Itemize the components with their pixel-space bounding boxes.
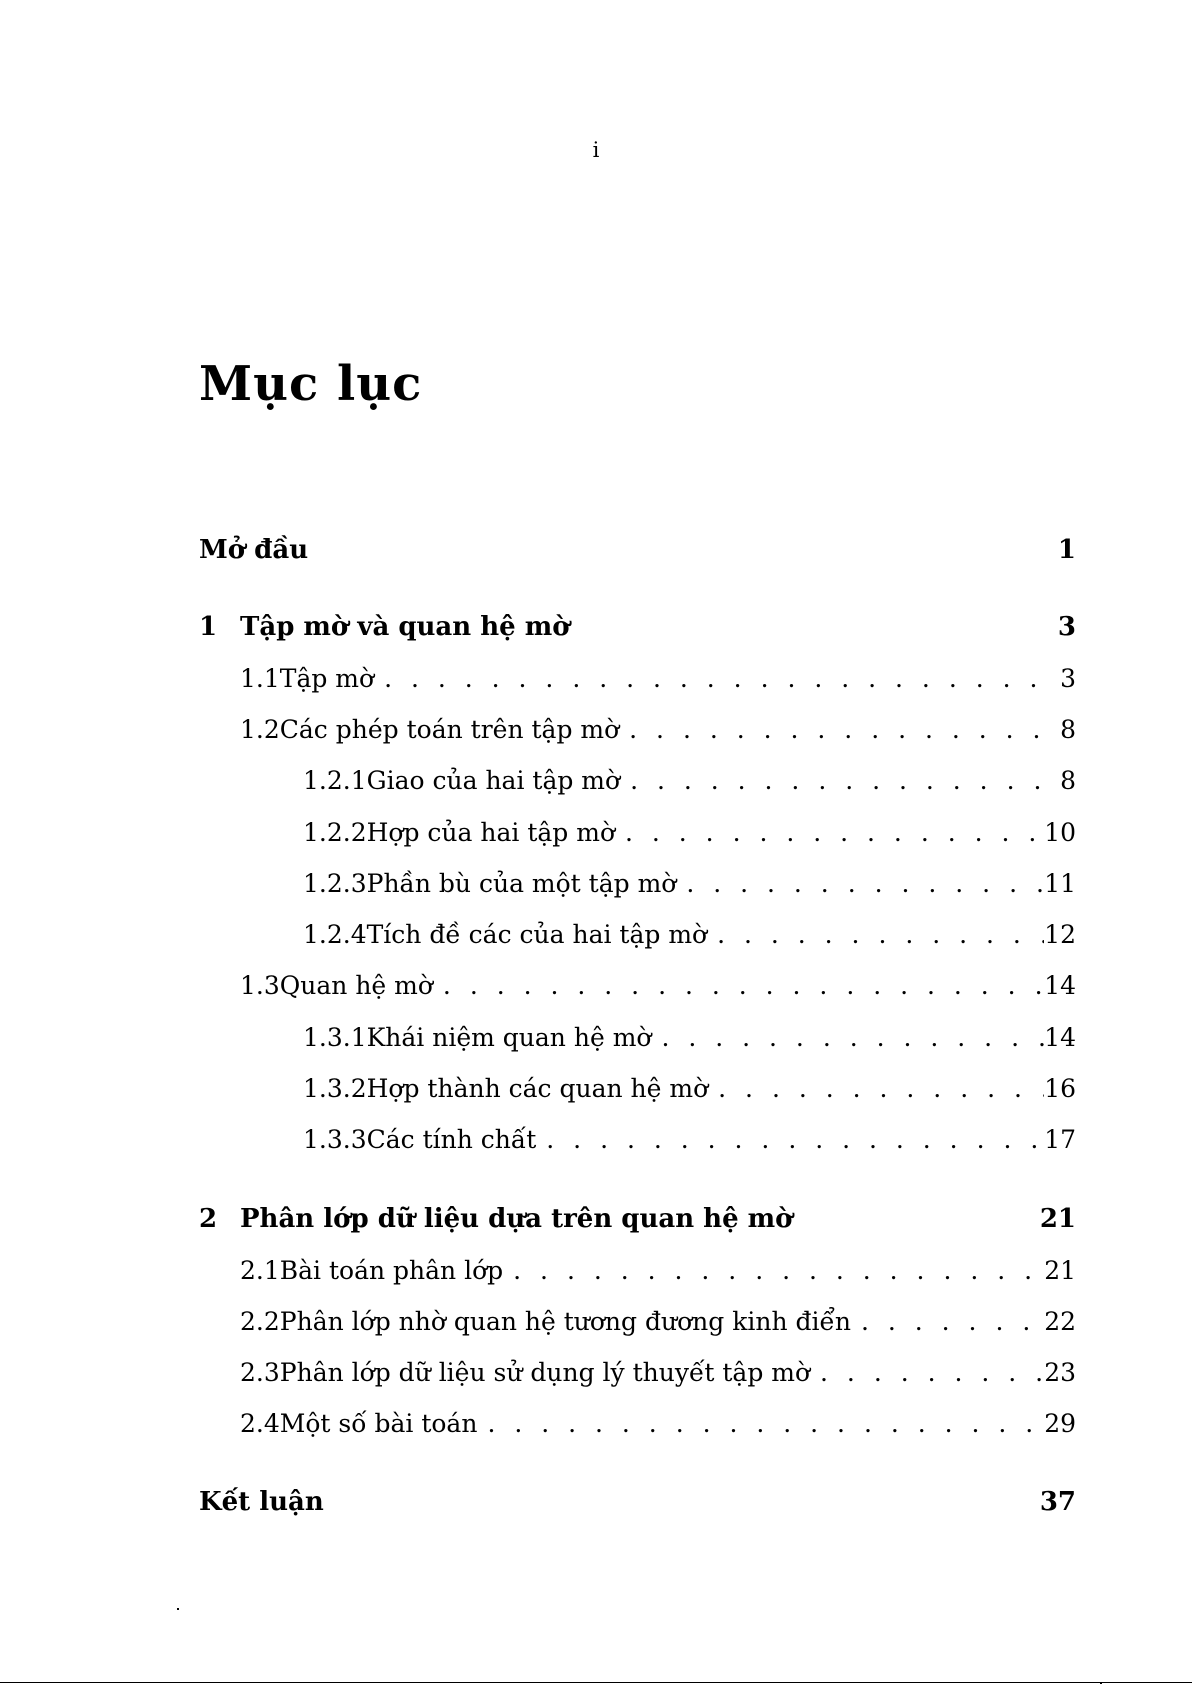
toc-entry-1-3-2[interactable] [303,1071,1076,1107]
toc-entry-page: 1 [1057,535,1076,565]
dot-leader [477,1406,1044,1442]
toc-entry-page: 21 [1039,1204,1076,1234]
toc-entry-label: Một số bài toán [279,1409,478,1438]
dot-leader [851,1304,1044,1340]
toc-entry-page: 3 [1060,664,1076,693]
scan-speck [177,1608,179,1610]
toc-entry-page: 3 [1057,612,1076,642]
toc-entry-number: 2.2 [240,1307,280,1336]
toc-entry-intro[interactable] [199,532,1076,568]
toc-entry-label: Tích đề các của hai tập mờ [366,920,708,949]
toc-entry-label: Giao của hai tập mờ [366,766,621,795]
toc-entry-2-1[interactable] [240,1253,1076,1289]
toc-entry-number: 1.3.3 [303,1125,367,1154]
toc-entry-label: Kết luận [199,1487,324,1517]
dot-leader [433,968,1044,1004]
toc-entry-chapter-1[interactable] [199,609,1076,645]
toc-entry-number: 2.3 [240,1358,280,1387]
dot-leader [620,763,1046,799]
toc-entry-page: 14 [1044,971,1076,1000]
toc-entry-number: 1.2.4 [303,920,367,949]
toc-entry-number: 1.1 [240,664,280,693]
toc-entry-page: 23 [1044,1358,1076,1387]
toc-entry-label: Phân lớp dữ liệu dựa trên quan hệ mờ [240,1204,793,1234]
dot-leader [707,917,1044,953]
toc-entry-number: 1.3 [240,971,280,1000]
toc-entry-1-1[interactable] [240,661,1076,697]
dot-leader [619,712,1046,748]
toc-entry-label: Bài toán phân lớp [279,1256,504,1285]
toc-entry-label: Các tính chất [366,1125,537,1154]
toc-entry-page: 17 [1044,1125,1076,1154]
toc-entry-number: 1.3.1 [303,1023,367,1052]
dot-leader [676,866,1044,902]
toc-entry-page: 8 [1060,766,1076,795]
toc-entry-2-3[interactable] [240,1355,1076,1391]
toc-entry-label: Phân lớp nhờ quan hệ tương đương kinh điển [279,1307,851,1336]
toc-entry-number: 1 [199,612,218,642]
toc-entry-1-2-2[interactable] [303,815,1076,851]
toc-entry-label: Phần bù của một tập mờ [366,869,677,898]
dot-leader [651,1020,1044,1056]
toc-entry-chapter-2[interactable] [199,1201,1076,1237]
toc-entry-label: Mở đầu [199,535,309,565]
toc-entry-number: 1.3.2 [303,1074,367,1103]
toc-entry-2-4[interactable] [240,1406,1076,1442]
dot-leader [503,1253,1044,1289]
toc-entry-label: Hợp của hai tập mờ [366,818,615,847]
toc-entry-page: 14 [1044,1023,1076,1052]
toc-entry-number: 1.2.3 [303,869,367,898]
page-title: Mục lục [199,356,423,412]
toc-entry-label: Các phép toán trên tập mờ [279,715,620,744]
toc-entry-page: 37 [1039,1487,1076,1517]
dot-leader [536,1122,1044,1158]
toc-entry-1-3[interactable] [240,968,1076,1004]
toc-entry-label: Quan hệ mờ [279,971,433,1000]
toc-entry-1-2-4[interactable] [303,917,1076,953]
dot-leader [615,815,1044,851]
toc-entry-1-2[interactable] [240,712,1076,748]
toc-entry-page: 29 [1044,1409,1076,1438]
toc-entry-page: 21 [1044,1256,1076,1285]
toc-entry-label: Khái niệm quan hệ mờ [366,1023,652,1052]
toc-entry-number: 1.2.1 [303,766,367,795]
page-number: i [592,138,600,162]
toc-entry-1-2-1[interactable] [303,763,1076,799]
toc-entry-page: 10 [1044,818,1076,847]
toc-entry-1-3-1[interactable] [303,1020,1076,1056]
toc-entry-page: 8 [1060,715,1076,744]
toc-entry-number: 2.1 [240,1256,280,1285]
toc-entry-label: Phân lớp dữ liệu sử dụng lý thuyết tập mờ [279,1358,811,1387]
toc-entry-number: 1.2.2 [303,818,367,847]
toc-entry-number: 1.2 [240,715,280,744]
dot-leader [708,1071,1044,1107]
toc-entry-number: 2 [199,1204,218,1234]
toc-entry-page: 12 [1044,920,1076,949]
dot-leader [810,1355,1044,1391]
toc-entry-label: Tập mờ và quan hệ mờ [240,612,570,642]
toc-entry-label: Hợp thành các quan hệ mờ [366,1074,709,1103]
toc-entry-label: Tập mờ [279,664,375,693]
toc-entry-conclusion[interactable] [199,1484,1076,1520]
toc-entry-number: 2.4 [240,1409,280,1438]
toc-entry-page: 16 [1044,1074,1076,1103]
toc-entry-page: 22 [1044,1307,1076,1336]
toc-entry-1-3-3[interactable] [303,1122,1076,1158]
page-edge-rule [0,1682,1192,1683]
dot-leader [374,661,1046,697]
toc-entry-1-2-3[interactable] [303,866,1076,902]
toc-entry-page: 11 [1044,869,1076,898]
toc-entry-2-2[interactable] [240,1304,1076,1340]
